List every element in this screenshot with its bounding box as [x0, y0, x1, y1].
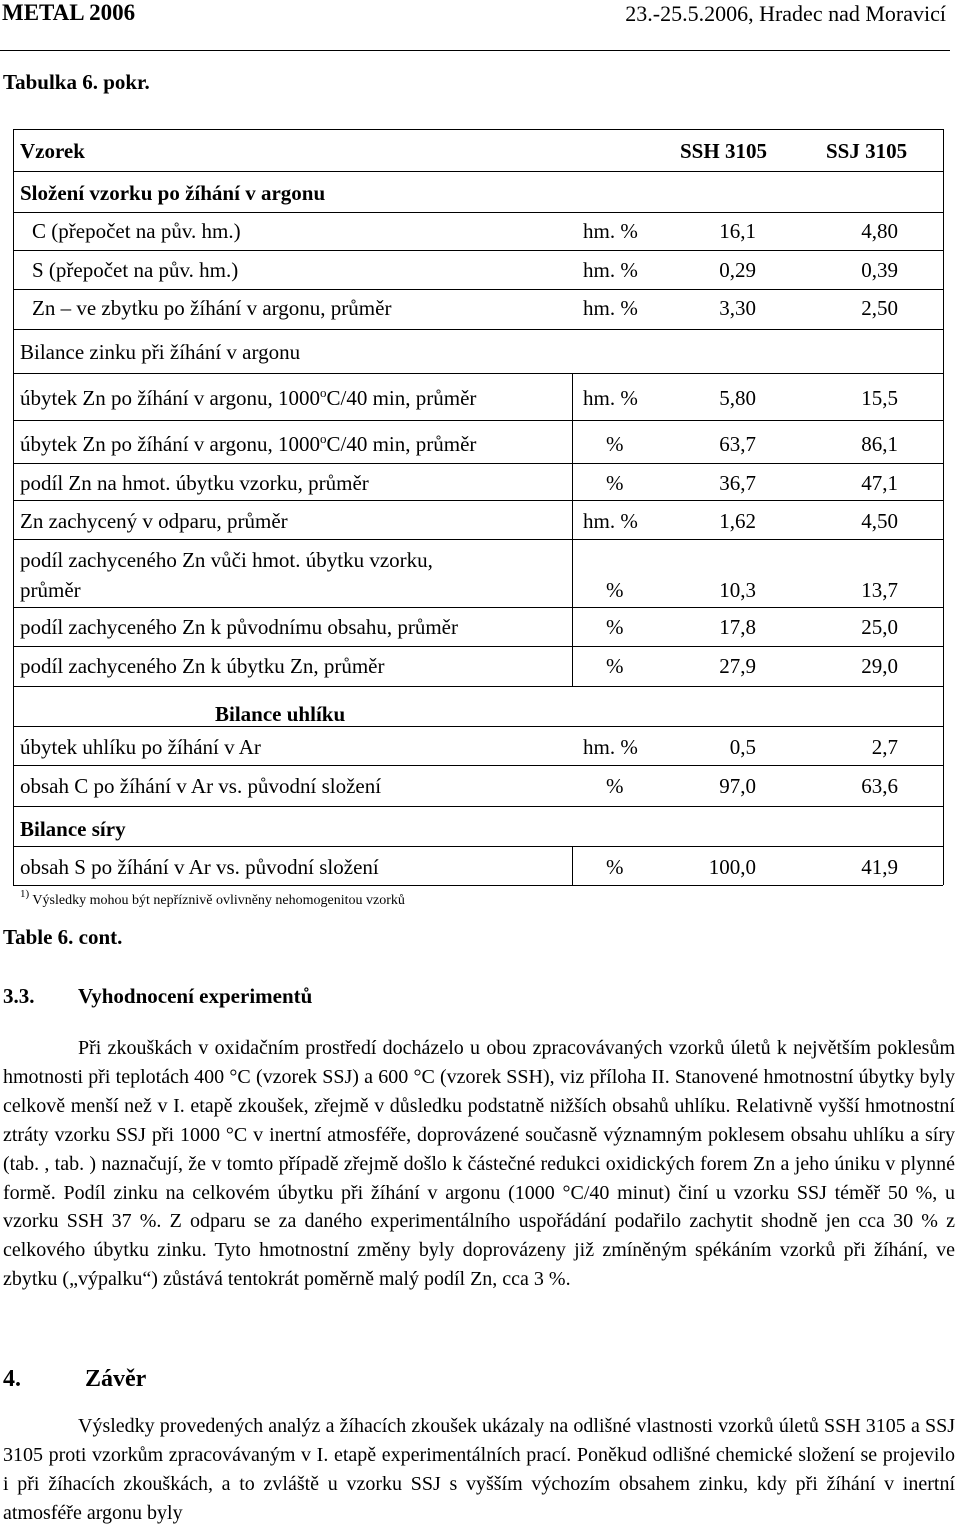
row-unit: hm. %: [583, 296, 638, 320]
row-label: úbytek uhlíku po žíhání v Ar: [20, 735, 261, 759]
row-label: C (přepočet na pův. hm.): [32, 219, 241, 243]
row-label: S (přepočet na pův. hm.): [32, 258, 239, 282]
table-rule: [572, 846, 573, 885]
row-unit: %: [606, 432, 624, 456]
table-rule: [13, 129, 14, 885]
table-rule: [13, 129, 943, 130]
table-rule: [13, 212, 943, 213]
row-unit: hm. %: [583, 219, 638, 243]
value-ssh: 3,30: [719, 296, 756, 320]
table-rule: [13, 846, 943, 847]
row-label: podíl Zn na hmot. úbytku vzorku, průměr: [20, 471, 369, 495]
table-rule: [13, 329, 943, 330]
row-label: podíl zachyceného Zn k úbytku Zn, průměr: [20, 654, 385, 678]
row-unit: %: [606, 471, 624, 495]
section-heading-4: 4. Závěr: [3, 1366, 147, 1392]
row-unit: hm. %: [583, 258, 638, 282]
table-caption-en: Table 6. cont.: [3, 925, 123, 949]
row-unit: %: [606, 774, 624, 798]
value-ssh: 16,1: [719, 219, 756, 243]
table-rule: [13, 686, 943, 687]
table-rule: [13, 500, 943, 501]
value-ssj: 4,50: [861, 509, 898, 533]
table-rule: [13, 289, 943, 290]
value-ssh: 63,7: [719, 432, 756, 456]
table-rule: [13, 765, 943, 766]
table-rule: [13, 250, 943, 251]
table-rule: [13, 373, 943, 374]
value-ssh: 10,3: [719, 578, 756, 602]
row-unit: %: [606, 615, 624, 639]
section-heading-3-3: 3.3. Vyhodnocení experimentů: [3, 984, 313, 1008]
row-label: obsah S po žíhání v Ar vs. původní složení: [20, 855, 379, 879]
row-unit: %: [606, 654, 624, 678]
value-ssj: 13,7: [861, 578, 898, 602]
table-rule: [13, 646, 943, 647]
value-ssh: 17,8: [719, 615, 756, 639]
col-header-ssj: SSJ 3105: [826, 139, 908, 163]
value-ssj: 2,50: [861, 296, 898, 320]
table-rule: [13, 463, 943, 464]
value-ssh: 0,29: [719, 258, 756, 282]
table-rule: [13, 885, 943, 886]
value-ssj: 25,0: [861, 615, 898, 639]
row-unit: %: [606, 578, 624, 602]
value-ssj: 47,1: [861, 471, 898, 495]
section-heading: Bilance síry: [20, 817, 126, 841]
value-ssj: 63,6: [861, 774, 898, 798]
value-ssh: 1,62: [719, 509, 756, 533]
table-rule: [13, 539, 943, 540]
value-ssh: 27,9: [719, 654, 756, 678]
table-rule: [572, 373, 573, 686]
paragraph-3-3: Při zkouškách v oxidačním prostředí docházelo u obou zpracovávaných vzorků úletů k největším poklesům hmotnosti při teplotách 400 °C (vzorek SSJ) a 600 °C (vzorek SSH), viz příloha II. Stanovené hmotnostní úbytky byly celkově menší než v I. etapě zkoušek, zřejmě v důsledku podstatně nižších obsahů uhlíku. Relativně vyšší hmotnostní ztráty vzorku SSJ při 1000 °C v inertní atmosféře, doprovázené současně významným poklesem obsahu uhlíku a síry (tab. , tab. ) naznačují, že v tomto případě zřejmě došlo k částečné redukci oxidických forem Zn a jeho úniku v plynné formě. Podíl zinku na celkovém úbytku při žíhání v argonu (1000 °C/40 minut) činí u vzorku SSJ téměř 50 %, u vzorku SSH 37 %. Z odparu se za daného experimentálního uspořádání podařilo zachytit shodně jen cca 30 % z celkového úbytku zinku. Tyto hmotnostní změny byly doprovázeny již zmíněným spékáním vzorků při žíhání, ve zbytku („výpalku“) zůstává tentokrát poměrně malý podíl Zn, cca 3 %.: [3, 1037, 955, 1291]
table-rule: [13, 806, 943, 807]
section-heading: Bilance zinku při žíhání v argonu: [20, 340, 301, 364]
value-ssj: 41,9: [861, 855, 898, 879]
row-label: Zn zachycený v odparu, průměr: [20, 509, 288, 533]
table-rule: [13, 607, 943, 608]
conference-name: METAL 2006: [2, 0, 136, 25]
value-ssj: 86,1: [861, 432, 898, 456]
row-label: obsah C po žíhání v Ar vs. původní složení: [20, 774, 382, 798]
paragraph-4: Výsledky provedených analýz a žíhacích zkoušek ukázaly na odlišné vlastnosti vzorků úletů SSH 3105 a SSJ 3105 proti vzorkům zpracovávaným v I. etapě experimentálních prací. Poněkud odlišné chemické složení se projevilo i při žíhacích zkouškách, a to zvláště u vzorku SSJ s vyšším výchozím obsahem zinku, kdy při žíhání v inertní atmosféře argonu byly: [3, 1415, 955, 1524]
value-ssh: 36,7: [719, 471, 756, 495]
row-label: úbytek Zn po žíhání v argonu, 1000$^o$C/40 min, průměr: [20, 431, 477, 456]
conference-date-place: 23.-25.5.2006, Hradec nad Moravicí: [625, 1, 946, 26]
row-unit: %: [606, 855, 624, 879]
value-ssh: 5,80: [719, 386, 756, 410]
row-label: podíl zachyceného Zn k původnímu obsahu, průměr: [20, 615, 458, 639]
row-unit: hm. %: [583, 735, 638, 759]
table-title: Tabulka 6. pokr.: [3, 70, 150, 94]
row-label: podíl zachyceného Zn vůči hmot. úbytku vzorku,: [20, 548, 433, 572]
row-unit: hm. %: [583, 386, 638, 410]
row-label: úbytek Zn po žíhání v argonu, 1000$^o$C/40 min, průměr: [20, 385, 477, 410]
value-ssh: 100,0: [708, 855, 756, 879]
value-ssj: 15,5: [861, 386, 898, 410]
col-header-sample: Vzorek: [20, 139, 85, 163]
row-label-cont: průměr: [20, 578, 81, 602]
value-ssh: 97,0: [719, 774, 756, 798]
value-ssj: 29,0: [861, 654, 898, 678]
value-ssj: 0,39: [861, 258, 898, 282]
table-rule: [13, 171, 943, 172]
row-label: Zn – ve zbytku po žíhání v argonu, průměr: [32, 296, 392, 320]
row-unit: hm. %: [583, 509, 638, 533]
value-ssj: 4,80: [861, 219, 898, 243]
value-ssj: 2,7: [871, 735, 898, 759]
section-heading: Bilance uhlíku: [215, 702, 346, 726]
table-footnote: $^{1)}$ Výsledky mohou být nepříznivě ovlivněny nehomogenitou vzorků: [20, 888, 405, 908]
value-ssh: 0,5: [729, 735, 756, 759]
table-rule: [13, 726, 943, 727]
section-heading: Složení vzorku po žíhání v argonu: [20, 181, 326, 205]
table-rule: [13, 420, 943, 421]
col-header-ssh: SSH 3105: [680, 139, 767, 163]
table-rule: [943, 129, 944, 885]
